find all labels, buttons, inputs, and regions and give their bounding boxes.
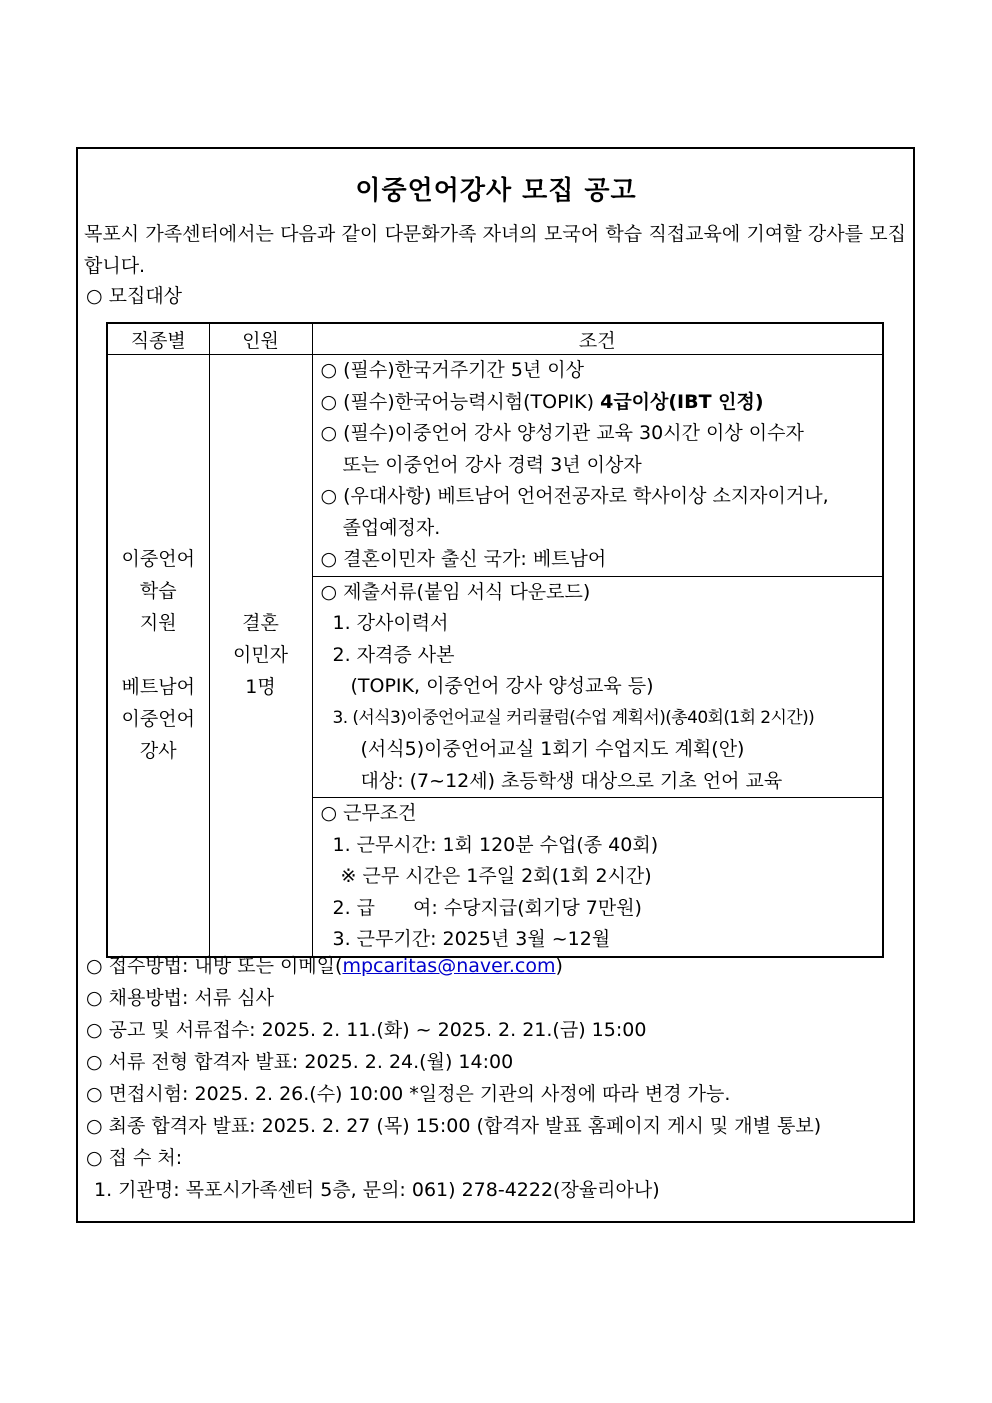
document-item: 2. 자격증 사본 (332, 643, 455, 666)
work-item: 1. 근무시간: 1회 120분 수업(종 40회) (332, 833, 659, 856)
email-link[interactable]: mpcaritas@naver.com (342, 955, 556, 977)
job-line-spacer (108, 639, 209, 671)
work-item: ※ 근무 시간은 1주일 2회(1회 2시간) (340, 865, 652, 887)
requirements-cell (312, 355, 883, 577)
count-cell (209, 355, 312, 957)
info-contact-label: ○ 접 수 처: (86, 1147, 183, 1169)
requirement-item: ○ (필수)이중언어 강사 양성기관 교육 30시간 이상 이수자 (320, 422, 804, 444)
documents-cell (312, 576, 883, 798)
document-item: 대상: (7~12세) 초등학생 대상으로 기초 언어 교육 (360, 769, 783, 792)
job-line: 이중언어 (121, 548, 195, 571)
info-final: ○ 최종 합격자 발표: 2025. 2. 27 (목) 15:00 (합격자 발표 홈페이지 게시 및 개별 통보) (86, 1115, 822, 1137)
intro-text: 목포시 가족센터에서는 다음과 같이 다문화가족 자녀의 모국어 학습 직접교육에 기여할 강사를 모집합니다. (84, 223, 906, 277)
apply-suffix: ) (555, 955, 563, 977)
table-header-row (107, 323, 883, 355)
requirement-item (321, 387, 883, 419)
document-item: (서식5)이중언어교실 1회기 수업지도 계획(안) (360, 738, 745, 760)
info-method: ○ 채용방법: 서류 심사 (86, 987, 274, 1009)
info-contact: 1. 기관명: 목포시가족센터 5층, 문의: 061) 278-4222(장율리아나) (94, 1179, 660, 1201)
work-item: 2. 급 여: 수당지급(회기당 7만원) (332, 896, 642, 919)
header-job: 직종별 (107, 323, 209, 355)
requirements-table (106, 322, 884, 958)
job-cell (107, 355, 209, 957)
document-item: ○ 제출서류(붙임 서식 다운로드) (320, 580, 591, 603)
document-item: (TOPIK, 이중언어 강사 양성교육 등) (350, 675, 654, 697)
count-line: 결혼 (242, 612, 279, 635)
job-line: 강사 (139, 740, 177, 763)
requirement-item: ○ 결혼이민자 출신 국가: 베트남어 (320, 548, 607, 570)
work-item: 3. 근무기간: 2025년 3월 ~12월 (332, 928, 611, 950)
requirement-topik: ○ (필수)한국어능력시험(TOPIK) (320, 390, 595, 413)
header-count: 인원 (209, 323, 312, 355)
work-item: ○ 근무조건 (320, 802, 417, 824)
info-interview: ○ 면접시험: 2025. 2. 26.(수) 10:00 *일정은 기관의 사정에 따라 변경 가능. (86, 1083, 731, 1105)
requirement-item: ○ (필수)한국거주기간 5년 이상 (320, 359, 585, 381)
requirement-item: 졸업예정자. (342, 516, 441, 539)
document-item: 1. 강사이력서 (332, 612, 449, 634)
apply-label: ○ 접수방법: 내방 또는 이메일( (86, 955, 343, 977)
work-cell (312, 798, 883, 957)
requirement-item: 또는 이중언어 강사 경력 3년 이상자 (342, 453, 642, 476)
count-line: 이민자 (232, 644, 289, 667)
header-conditions: 조건 (312, 323, 883, 355)
page-title: 이중언어강사 모집 공고 (355, 176, 637, 206)
info-notice: ○ 공고 및 서류접수: 2025. 2. 11.(화) ~ 2025. 2. 21.(금) 15:00 (86, 1019, 647, 1041)
job-line: 지원 (139, 612, 177, 635)
requirement-topik-level: 4급이상(IBT 인정) (600, 390, 764, 413)
info-doc-result: ○ 서류 전형 합격자 발표: 2025. 2. 24.(월) 14:00 (86, 1051, 514, 1073)
job-line: 학습 (139, 580, 177, 603)
document-item: 3. (서식3)이중언어교실 커리큘럼(수업 계획서)(총40회(1회 2시간)) (332, 707, 815, 728)
count-line: 1명 (245, 676, 276, 699)
info-apply (86, 950, 821, 982)
job-line: 베트남어 (121, 676, 195, 699)
job-line: 이중언어 (121, 708, 195, 731)
info-list (86, 950, 821, 1206)
table-row (107, 355, 883, 577)
section-label-recruit-target: ○ 모집대상 (86, 285, 183, 307)
requirement-item: ○ (우대사항) 베트남어 언어전공자로 학사이상 소지자이거나, (320, 485, 829, 507)
